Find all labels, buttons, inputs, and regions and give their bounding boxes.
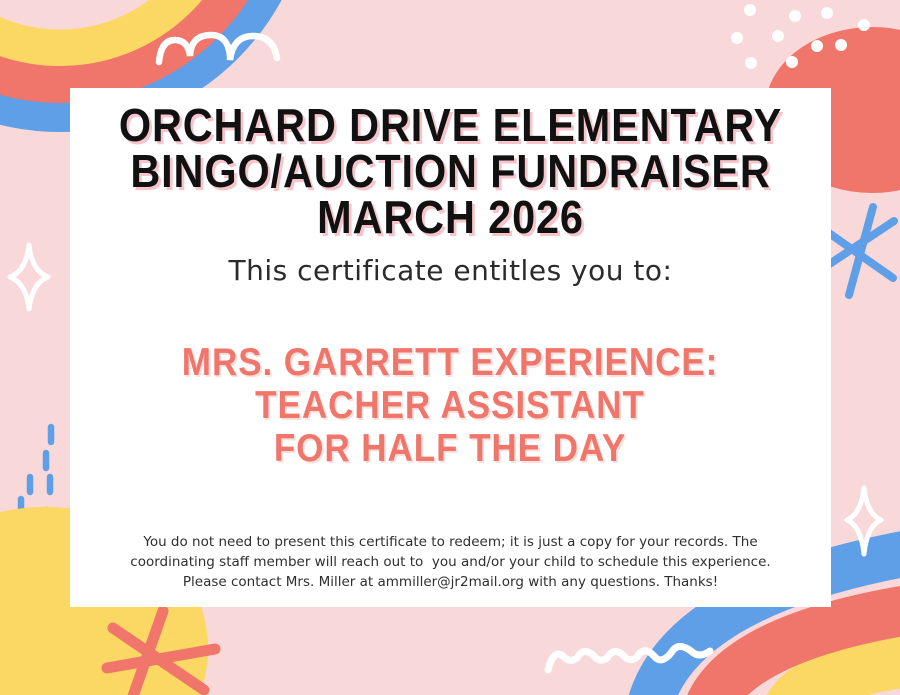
prize-line-1: MRS. GARRETT EXPERIENCE: bbox=[182, 341, 719, 384]
redemption-note-line-3: Please contact Mrs. Miller at ammiller@jr2mail.org with any questions. Thanks! bbox=[182, 574, 719, 590]
prize-line-3: FOR HALF THE DAY bbox=[274, 427, 627, 470]
redemption-note bbox=[130, 532, 770, 592]
title-line-2: BINGO/AUCTION FUNDRAISER bbox=[130, 145, 771, 197]
certificate-subtitle: This certificate entitles you to: bbox=[228, 254, 673, 287]
title-line-1: ORCHARD DRIVE ELEMENTARY bbox=[118, 99, 783, 151]
white-sparkle-left-icon bbox=[10, 245, 48, 309]
certificate-title bbox=[82, 99, 819, 243]
title-line-3: MARCH 2026 bbox=[317, 191, 584, 243]
prize-line-2: TEACHER ASSISTANT bbox=[255, 384, 646, 427]
certificate-panel bbox=[70, 88, 831, 607]
redemption-note-line-2: coordinating staff member will reach out to you and/or your child to schedule this experience. bbox=[130, 554, 771, 570]
redemption-note-line-1: You do not need to present this certificate to redeem; it is just a copy for your records. The bbox=[143, 534, 758, 550]
blue-asterisk-icon bbox=[825, 207, 894, 295]
prize-description bbox=[152, 341, 748, 470]
